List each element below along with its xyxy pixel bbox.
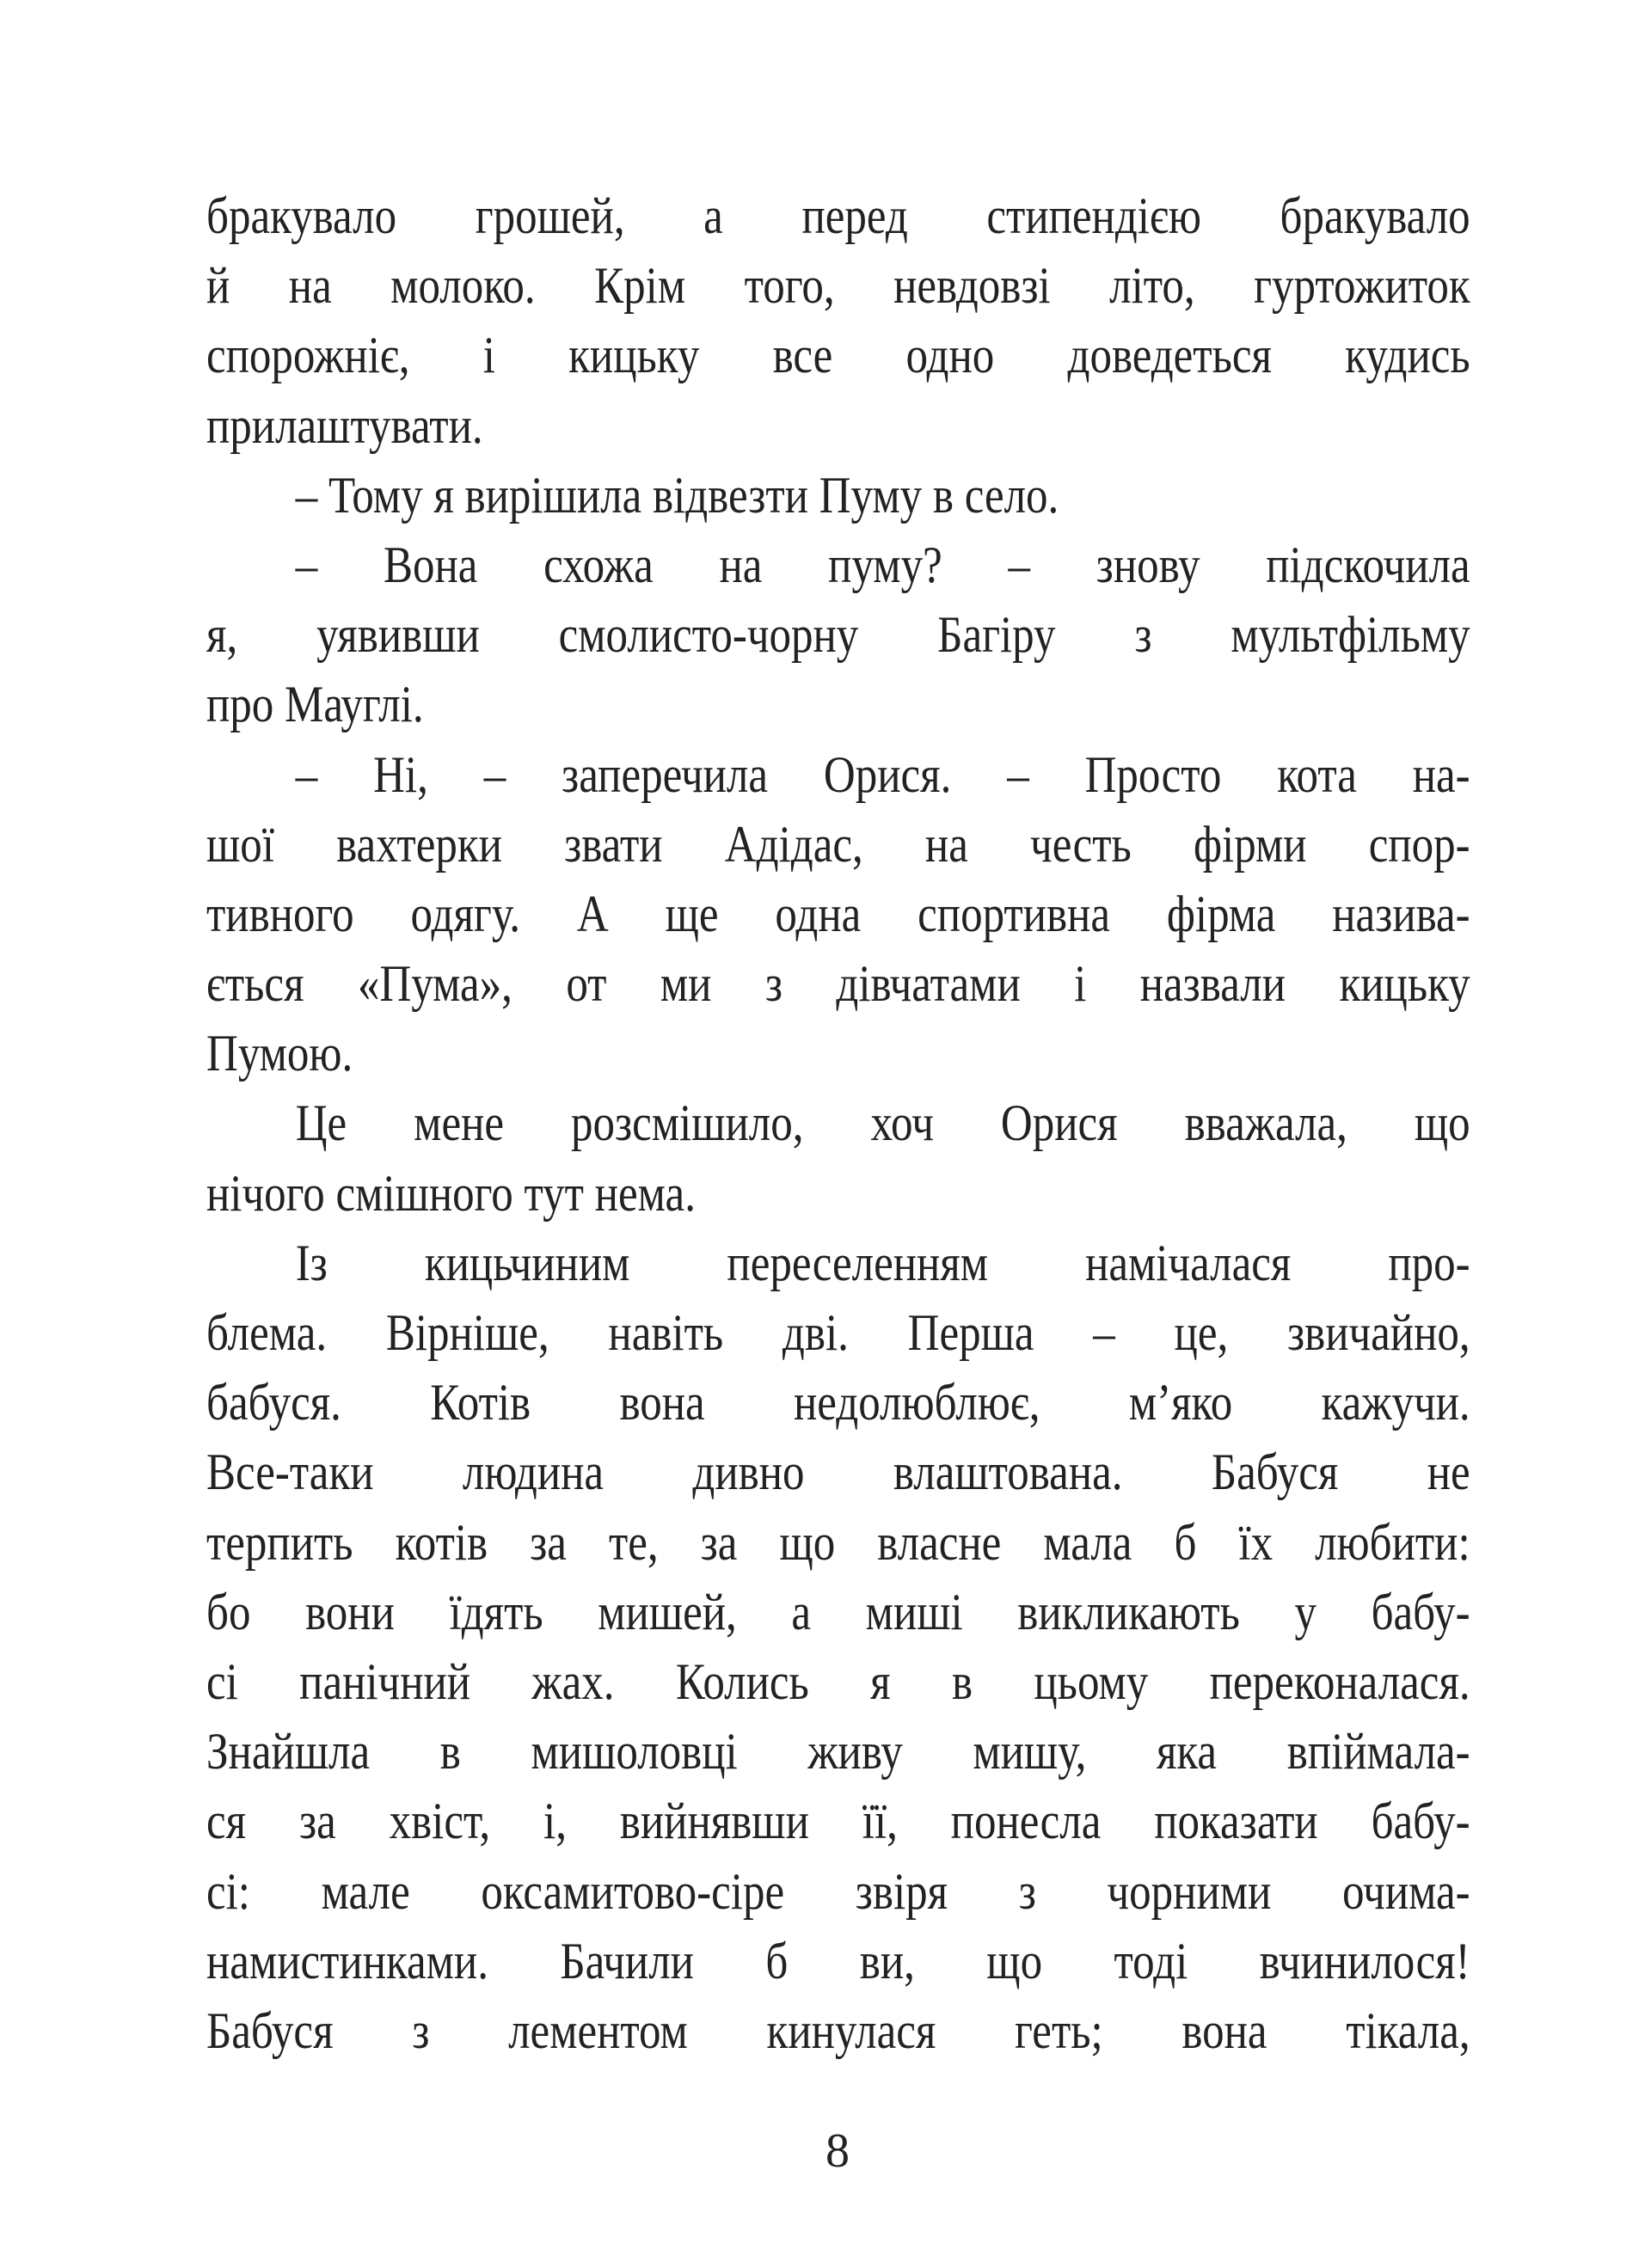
text-line: сі панічний жах. Колись я в цьому переконалася.: [206, 1652, 1470, 1710]
text-line: – Ні, – заперечила Орися. – Просто кота на-: [295, 745, 1470, 803]
text-line: прилаштувати.: [206, 396, 483, 454]
text-line: бабуся. Котів вона недолюблює, м’яко кажучи.: [206, 1374, 1470, 1431]
text-line: бо вони їдять мишей, а миші викликають у бабу-: [206, 1583, 1470, 1640]
text-line: – Вона схожа на пуму? – знову підскочила: [295, 536, 1470, 593]
text-line: спорожніє, і кицьку все одно доведеться кудись: [206, 327, 1470, 384]
text-line: Все-таки людина дивно влаштована. Бабуся не: [206, 1444, 1470, 1501]
text-line: Знайшла в мишоловці живу мишу, яка впіймала-: [206, 1723, 1470, 1781]
text-line: Це мене розсмішило, хоч Орися вважала, що: [295, 1094, 1470, 1152]
text-line: й на молоко. Крім того, невдовзі літо, гуртожиток: [206, 257, 1470, 315]
text-line: блема. Вірніше, навіть дві. Перша – це, звичайно,: [206, 1304, 1470, 1361]
text-line: намистинками. Бачили б ви, що тоді вчинилося!: [206, 1932, 1470, 1989]
page-number: 8: [826, 2124, 850, 2178]
text-line: нічого смішного тут нема.: [206, 1164, 696, 1222]
text-line: Бабуся з лементом кинулася геть; вона тікала,: [206, 2001, 1470, 2059]
body-text: [206, 181, 1470, 2066]
text-line: бракувало грошей, а перед стипендією бракувало: [206, 187, 1470, 244]
text-line: сі: мале оксамитово-сіре звіря з чорними очима-: [206, 1862, 1470, 1920]
text-line: Із кицьчиним переселенням намічалася про-: [295, 1234, 1470, 1291]
text-line: я, уявивши смолисто-чорну Багіру з мультфільму: [206, 606, 1470, 664]
text-line: про Мауглі.: [206, 676, 424, 733]
text-line: шої вахтерки звати Адідас, на честь фірми спор-: [206, 815, 1470, 873]
text-line: тивного одягу. А ще одна спортивна фірма назива-: [206, 885, 1470, 942]
text-line: Пумою.: [206, 1025, 353, 1082]
text-line: терпить котів за те, за що власне мала б їх любити:: [206, 1513, 1470, 1571]
text-line: – Тому я вирішила відвезти Пуму в село.: [295, 466, 1059, 524]
text-line: ється «Пума», от ми з дівчатами і назвали кицьку: [206, 955, 1470, 1013]
text-line: ся за хвіст, і, вийнявши її, понесла показати бабу-: [206, 1793, 1470, 1850]
